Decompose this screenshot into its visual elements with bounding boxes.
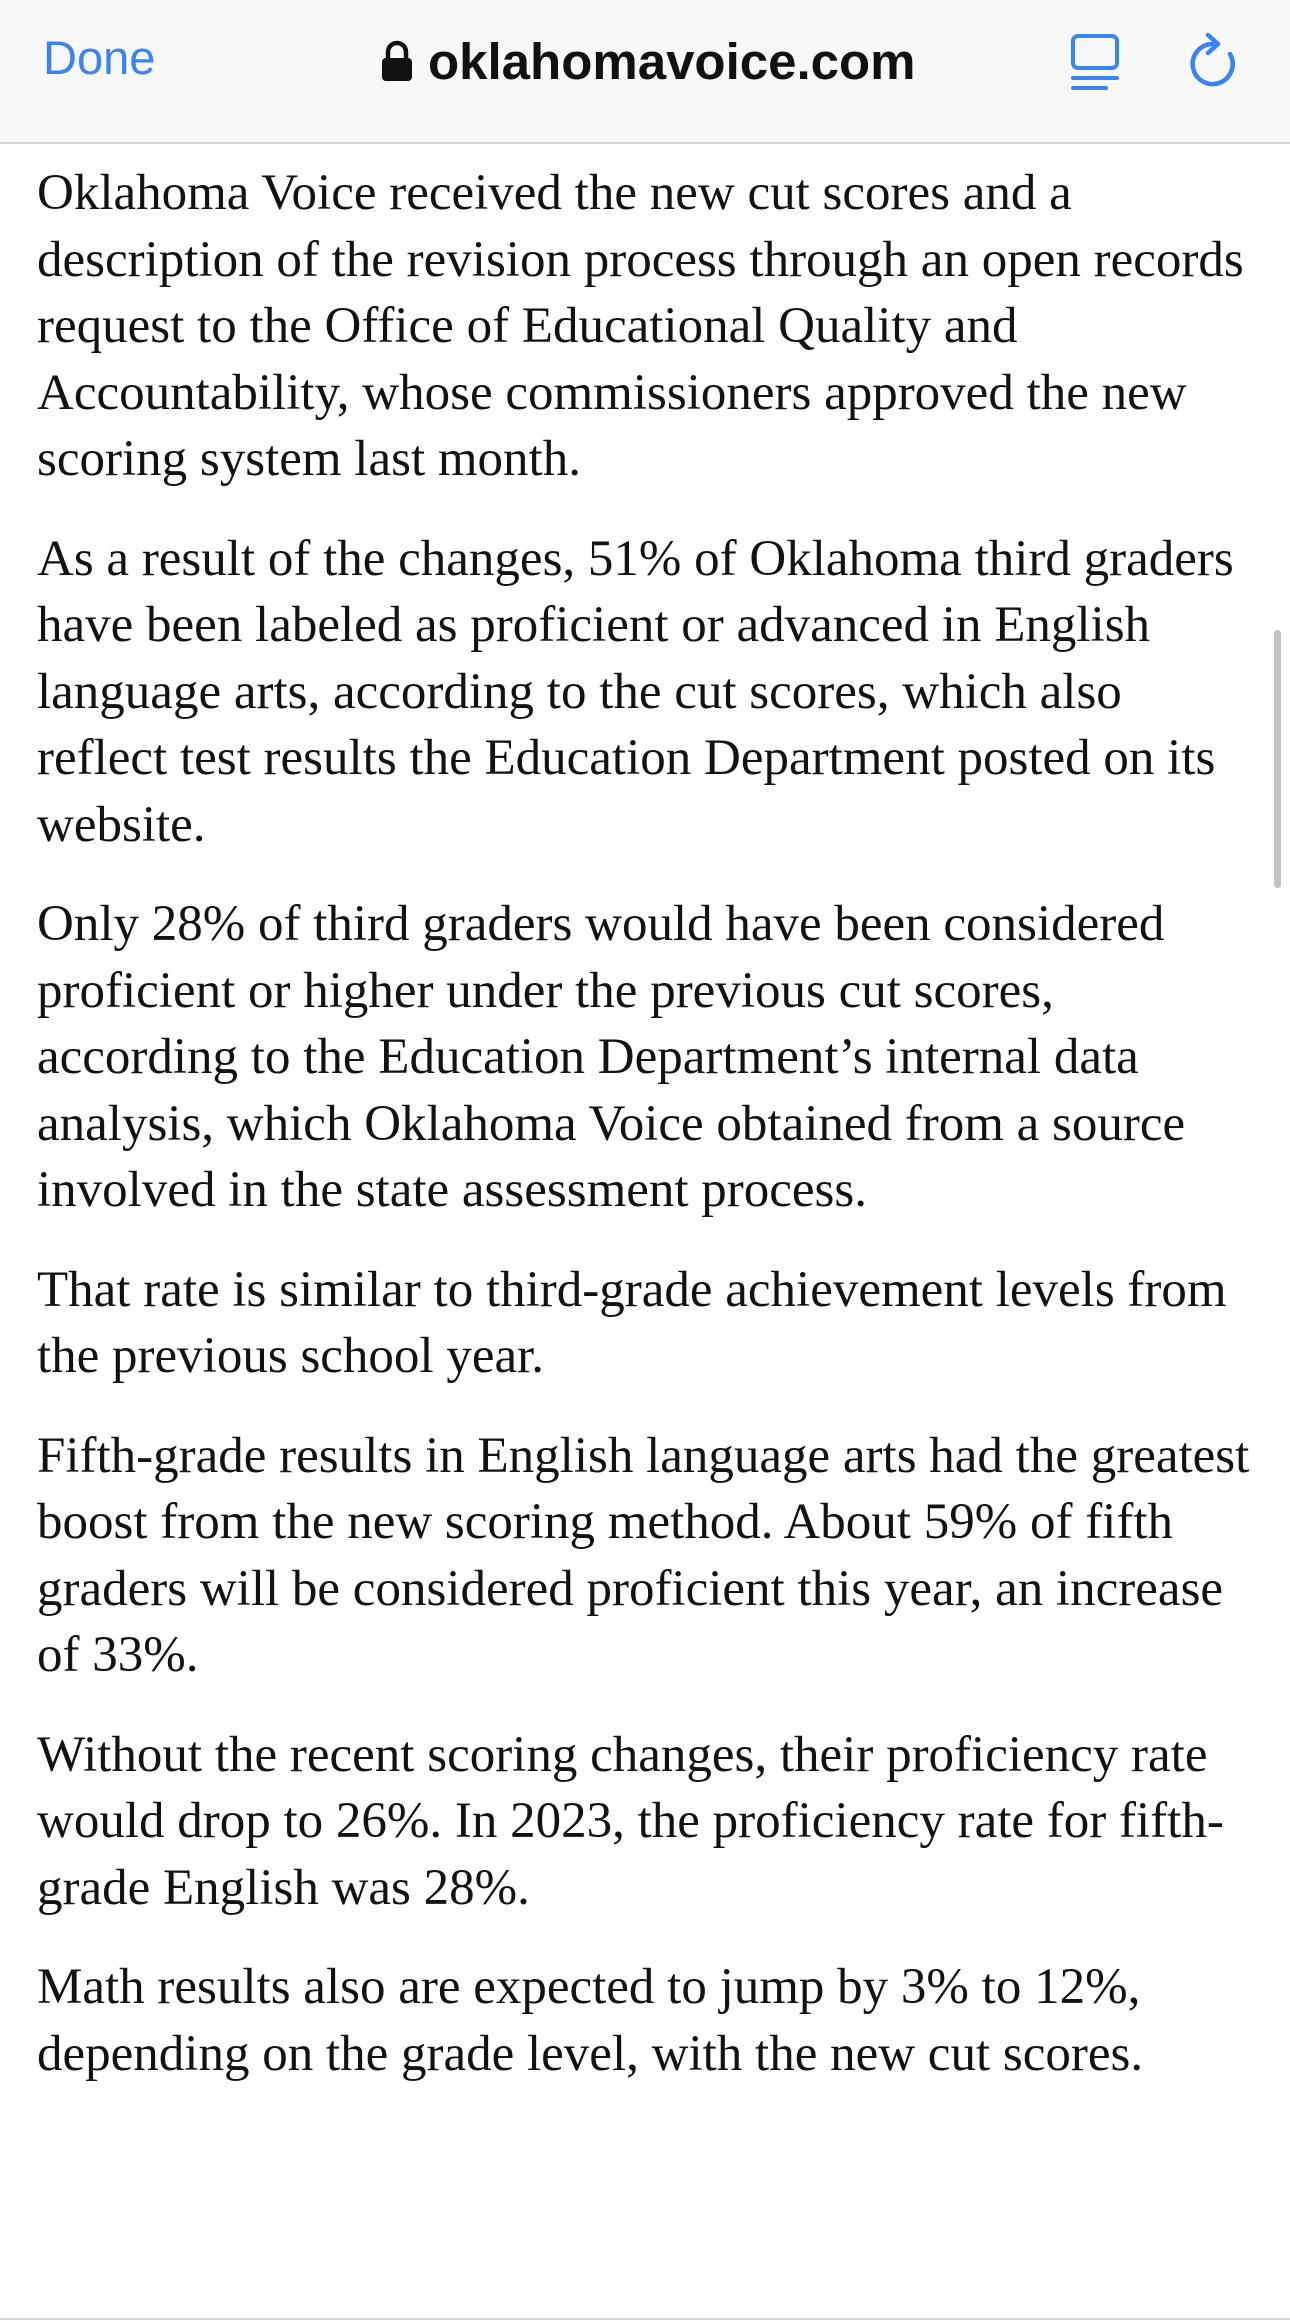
bottom-divider	[0, 2318, 1290, 2320]
vertical-scrollbar[interactable]	[1274, 630, 1281, 888]
article-paragraph: Oklahoma Voice received the new cut scores and a description of the revision process through an open records request to the Office of Educational Quality and Accountability, whose commissioners approved the new scoring system last month.	[37, 165, 1244, 487]
article-paragraph: Only 28% of third graders would have been considered proficient or higher under the previous cut scores, according to the Education Department’s internal data analysis, which Oklahoma Voice obtained from a source involved in the state assessment process.	[37, 896, 1186, 1218]
article-body	[37, 160, 1257, 2120]
article-paragraph: That rate is similar to third-grade achievement levels from the previous school year.	[37, 1261, 1227, 1384]
article-paragraph: Fifth-grade results in English language arts had the greatest boost from the new scoring method. About 59% of fifth graders will be considered proficient this year, an increase of 33%.	[37, 1427, 1250, 1683]
reader-mode-icon[interactable]	[1068, 32, 1122, 92]
url-text: oklahomavoice.com	[428, 32, 916, 90]
reload-icon[interactable]	[1186, 32, 1244, 92]
article-paragraph: Math results also are expected to jump by 3% to 12%, depending on the grade level, with the new cut scores.	[37, 1959, 1144, 2082]
browser-toolbar	[0, 0, 1290, 144]
lock-icon	[380, 40, 414, 82]
article-paragraph: As a result of the changes, 51% of Oklahoma third graders have been labeled as proficient or advanced in English language arts, according to the cut scores, which also reflect test results the Education Department posted on its website.	[37, 530, 1234, 853]
article-paragraph: Without the recent scoring changes, their proficiency rate would drop to 26%. In 2023, the proficiency rate for fifth-grade English was 28%.	[37, 1726, 1224, 1916]
done-button[interactable]: Done	[43, 31, 156, 84]
address-bar[interactable]	[380, 28, 916, 94]
